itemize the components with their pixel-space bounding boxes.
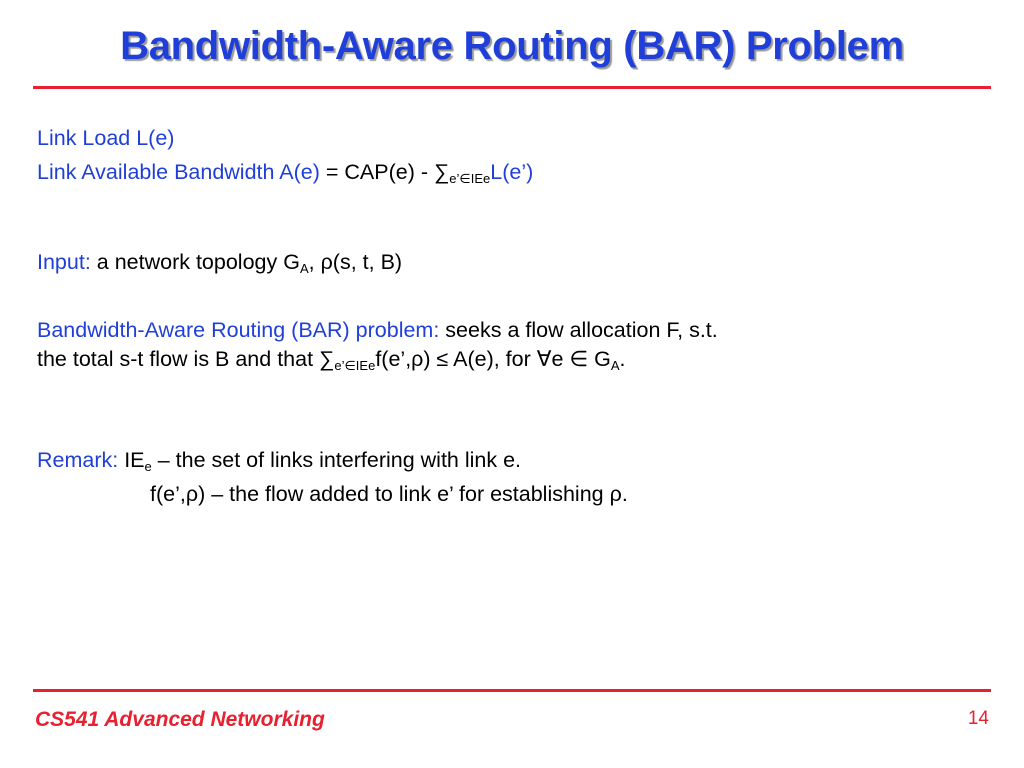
problem-text: seeks a flow allocation F, s.t. [439, 318, 718, 342]
problem-line2-subscript-2: A [610, 358, 620, 373]
input-label: Input: [37, 250, 91, 274]
footer-divider [33, 689, 991, 692]
problem-label: Bandwidth-Aware Routing (BAR) problem: [37, 318, 440, 342]
remark-label: Remark: [37, 448, 119, 472]
problem-line2-subscript: e’∈IEe [334, 358, 376, 373]
remark-text-a: IE [118, 448, 145, 472]
sum-subscript: e’∈IEe [449, 171, 491, 186]
remark-line-1 [37, 446, 521, 474]
problem-line2-b: f(e’,ρ) ≤ A(e), for ∀e ∈ G [375, 347, 611, 371]
remark-text-b: – the set of links interfering with link e. [151, 448, 522, 472]
input-line [37, 248, 402, 276]
title-divider [33, 86, 991, 89]
input-text: a network topology G [90, 250, 300, 274]
available-bandwidth-equation: = CAP(e) - ∑ [319, 160, 450, 184]
slide-title: Bandwidth-Aware Routing (BAR) Problem [120, 24, 904, 68]
problem-line-1 [37, 316, 718, 344]
page-number: 14 [967, 708, 989, 729]
remark-line-2: f(e’,ρ) – the flow added to link e’ for establishing ρ. [150, 482, 628, 506]
problem-line-2 [37, 345, 625, 373]
remark-subscript: e [144, 459, 152, 474]
link-load-line: Link Load L(e) [37, 126, 175, 150]
problem-line2-c: . [619, 347, 626, 371]
input-tail: , ρ(s, t, B) [308, 250, 403, 274]
course-name: CS541 Advanced Networking [35, 708, 325, 731]
available-bandwidth-tail: L(e’) [490, 160, 534, 184]
available-bandwidth-line [37, 158, 533, 186]
input-subscript: A [299, 261, 309, 276]
problem-line2-a: the total s-t flow is B and that ∑ [37, 347, 335, 371]
available-bandwidth-label: Link Available Bandwidth A(e) [37, 160, 320, 184]
